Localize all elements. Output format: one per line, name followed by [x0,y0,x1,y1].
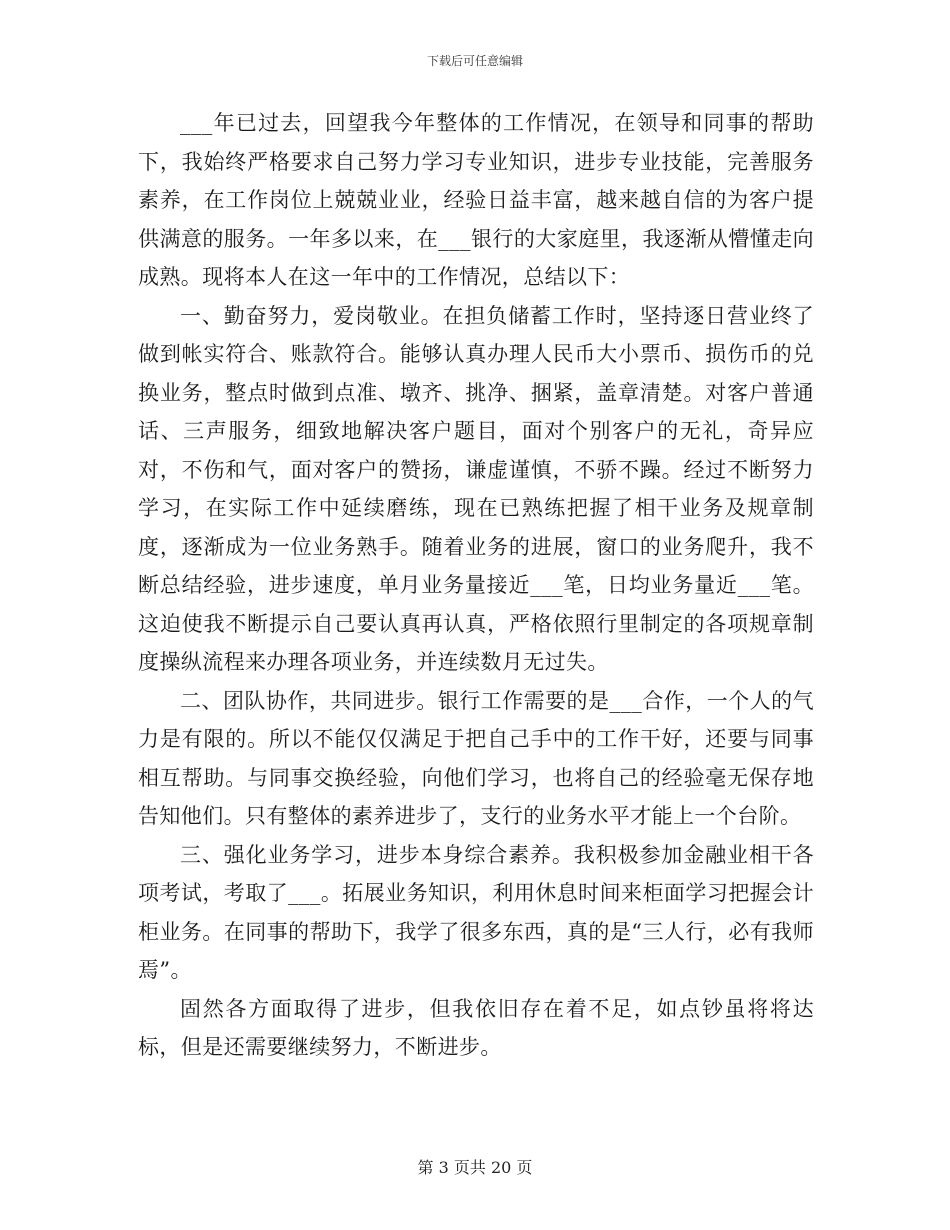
document-body [138,104,814,1067]
paragraph-conclusion: 固然各方面取得了进步，但我依旧存在着不足，如点钞虽将将达标，但是还需要继续努力，不断进步。 [138,996,814,1059]
page-header: 下载后可任意编辑 [426,54,523,68]
paragraph-section-1: 一、勤奋努力，爱岗敬业。在担负储蓄工作时，坚持逐日营业终了做到帐实符合、账款符合。能够认真办理人民币大小票币、损伤币的兑换业务，整点时做到点准、墩齐、挑净、捆紧，盖章清楚。对客户普通话、三声服务，细致地解决客户题目，面对个别客户的无礼，奇异应对，不伤和气，面对客户的赞扬，谦虚谨慎，不骄不躁。经过不断努力学习，在实际工作中延续磨练，现在已熟练把握了相干业务及规章制度，逐渐成为一位业务熟手。随着业务的进展，窗口的业务爬升，我不断总结经验，进步速度，单月业务量接近___笔，日均业务量近___笔。这迫使我不断提示自己要认真再认真，严格依照行里制定的各项规章制度操纵流程来办理各项业务，并连续数月无过失。 [138,303,814,674]
paragraph-section-2: 二、团队协作，共同进步。银行工作需要的是___合作，一个人的气力是有限的。所以不能仅仅满足于把自己手中的工作干好，还要与同事相互帮助。与同事交换经验，向他们学习，也将自己的经验毫无保存地告知他们。只有整体的素养进步了，支行的业务水平才能上一个台阶。 [138,688,814,828]
paragraph-intro: ___年已过去，回望我今年整体的工作情况，在领导和同事的帮助下，我始终严格要求自己努力学习专业知识，进步专业技能，完善服务素养，在工作岗位上兢兢业业，经验日益丰富，越来越自信的为客户提供满意的服务。一年多以来，在___银行的大家庭里，我逐渐从懵懂走向成熟。现将本人在这一年中的工作情况，总结以下： [138,111,814,289]
paragraph-section-3: 三、强化业务学习，进步本身综合素养。我积极参加金融业相干各项考试，考取了___。拓展业务知识，利用休息时间来柜面学习把握会计柜业务。在同事的帮助下，我学了很多东西，真的是“三人行，必有我师焉”。 [138,842,814,982]
page-number: 第 3 页共 20 页 [417,1158,533,1177]
